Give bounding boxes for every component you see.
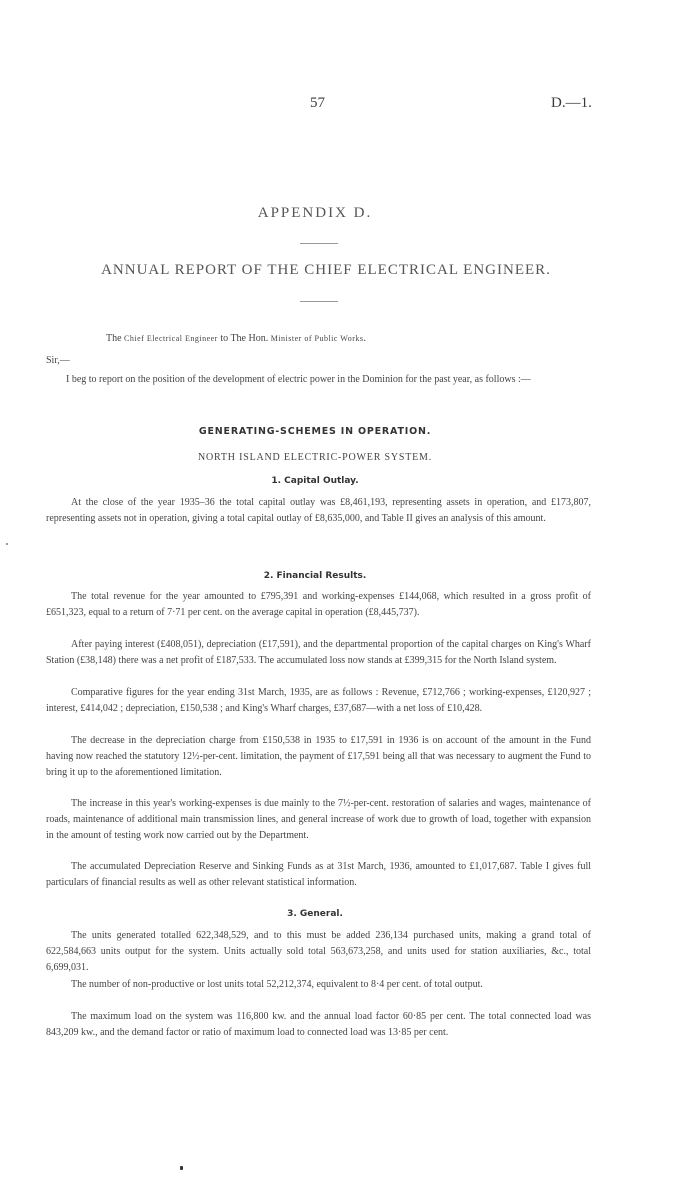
intro-paragraph: I beg to report on the position of the development of electric power in the Dominion for the past year, as follows :—	[66, 374, 531, 385]
scan-dot	[180, 1166, 183, 1170]
paragraph: At the close of the year 1935–36 the total capital outlay was £8,461,193, representing assets in operation, and £173,807, representing assets not in operation, giving a total capital outlay of £8,635,000, and Table II gives an analysis of this amount.	[46, 497, 591, 524]
capital-outlay-heading: 1. Capital Outlay.	[271, 476, 359, 486]
paragraph: Comparative figures for the year ending 31st March, 1935, are as follows : Revenue, £712,766 ; working-expenses, £120,927 ; interest, £414,042 ; depreciation, £150,538 ; and King's Wharf charges, £37,687—with a net loss of £10,428.	[46, 687, 591, 714]
paragraph: The maximum load on the system was 116,800 kw. and the annual load factor 60·85 per cent. The total connected load was 843,209 kw., and the demand factor or ratio of maximum load to connected load was 13·85 per cent.	[46, 1011, 591, 1038]
system-heading: NORTH ISLAND ELECTRIC-POWER SYSTEM.	[197, 452, 433, 463]
salutation-sir: Sir,—	[46, 355, 70, 366]
chief-engineer-title: Chief Electrical Engineer	[124, 334, 218, 343]
scan-mark	[6, 543, 8, 545]
minister-title: Minister of Public Works	[270, 334, 364, 343]
divider-rule	[300, 301, 338, 302]
salutation-text: to The Hon.	[217, 333, 271, 344]
paragraph: After paying interest (£408,051), depreciation (£17,591), and the departmental proportion of the capital charges on King's Wharf Station (£38,148) there was a net profit of £187,533. The accumulated loss now stands at £399,315 for the North Island system.	[46, 639, 591, 666]
appendix-title: APPENDIX D.	[257, 205, 373, 221]
salutation-text: .	[363, 333, 366, 344]
paragraph: The number of non-productive or lost units total 52,212,374, equivalent to 8·4 per cent. of total output.	[71, 979, 483, 990]
salutation-line	[106, 333, 366, 344]
section-heading: GENERATING-SCHEMES IN OPERATION.	[198, 426, 432, 437]
paragraph: The accumulated Depreciation Reserve and Sinking Funds as at 31st March, 1936, amounted to £1,017,687. Table I gives full particulars of financial results as well as other relevant statistical information.	[46, 861, 591, 888]
salutation-text: The	[106, 333, 125, 344]
general-heading: 3. General.	[287, 909, 343, 919]
paragraph: The total revenue for the year amounted to £795,391 and working-expenses £144,068, which resulted in a gross profit of £651,323, equal to a return of 7·71 per cent. on the average capital in operation (£8,445,737).	[46, 591, 591, 618]
page-number: 57	[310, 95, 325, 111]
paragraph: The units generated totalled 622,348,529, and to this must be added 236,134 purchased units, making a grand total of 622,584,663 units output for the system. Units actually sold total 563,673,258, and units used for station auxiliaries, &c., total 6,699,031.	[46, 930, 591, 973]
divider-rule	[300, 243, 338, 244]
document-reference: D.—1.	[551, 95, 592, 111]
paragraph: The decrease in the depreciation charge from £150,538 in 1935 to £17,591 in 1936 is on account of the amount in the Fund having now reached the statutory 12½-per-cent. limitation, the payment of £17,591 being all that was necessary to augment the Fund to bring it up to the aforementioned limitation.	[46, 735, 591, 778]
paragraph: The increase in this year's working-expenses is due mainly to the 7½-per-cent. restoration of salaries and wages, maintenance of roads, maintenance of additional main transmission lines, and general increase of work due to growth of load, together with expansion in the amount of testing work now carried out by the Department.	[46, 798, 591, 841]
page-header	[0, 95, 700, 115]
financial-results-heading: 2. Financial Results.	[263, 571, 367, 581]
report-title: ANNUAL REPORT OF THE CHIEF ELECTRICAL ENGINEER.	[101, 262, 551, 278]
